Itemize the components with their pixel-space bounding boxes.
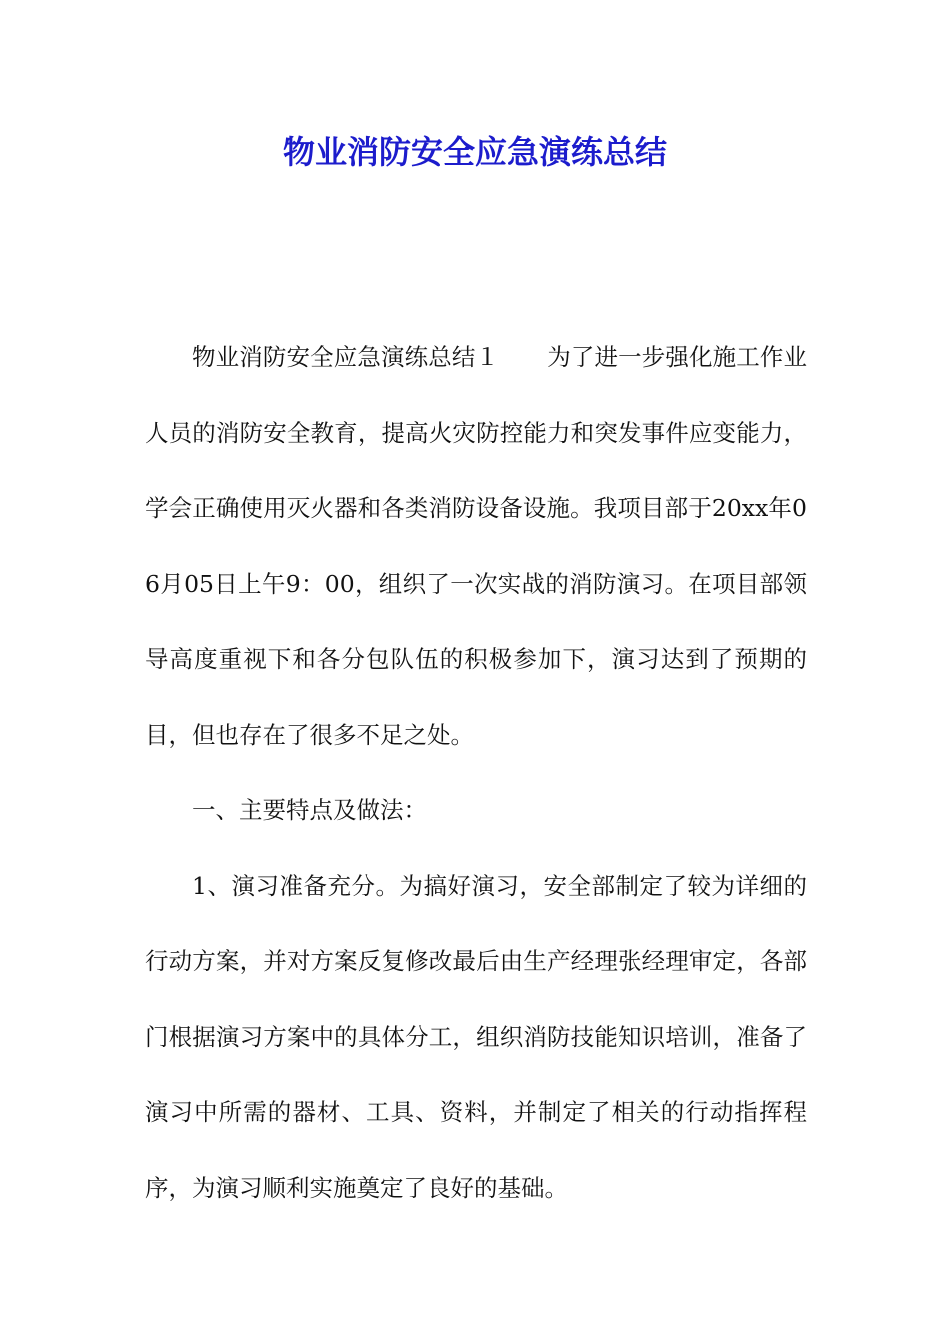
document-body	[145, 320, 807, 1226]
inline-heading: 物业消防安全应急演练总结１	[192, 343, 500, 371]
document-title: 物业消防安全应急演练总结	[282, 133, 667, 171]
paragraph-preparation: 1、演习准备充分。为搞好演习，安全部制定了较为详细的行动方案，并对方案反复修改最后由生产经理张经理审定，各部门根据演习方案中的具体分工，组织消防技能知识培训，准备了演习中所需的器材、工具、资料，并制定了相关的行动指挥程序，为演习顺利实施奠定了良好的基础。	[145, 871, 807, 1202]
paragraph-text: 为了进一步强化施工作业人员的消防安全教育，提高火灾防控能力和突发事件应变能力，学会正确使用灭火器和各类消防设备设施。我项目部于20xx年06月05日上午9：00，组织了一次实战的消防演习。在项目部领导高度重视下和各分包队伍的积极参加下，演习达到了预期的目，但也存在了很多不足之处。	[145, 343, 807, 749]
paragraph-intro	[145, 320, 807, 773]
section-heading-main-features: 一、主要特点及做法：	[192, 796, 427, 824]
